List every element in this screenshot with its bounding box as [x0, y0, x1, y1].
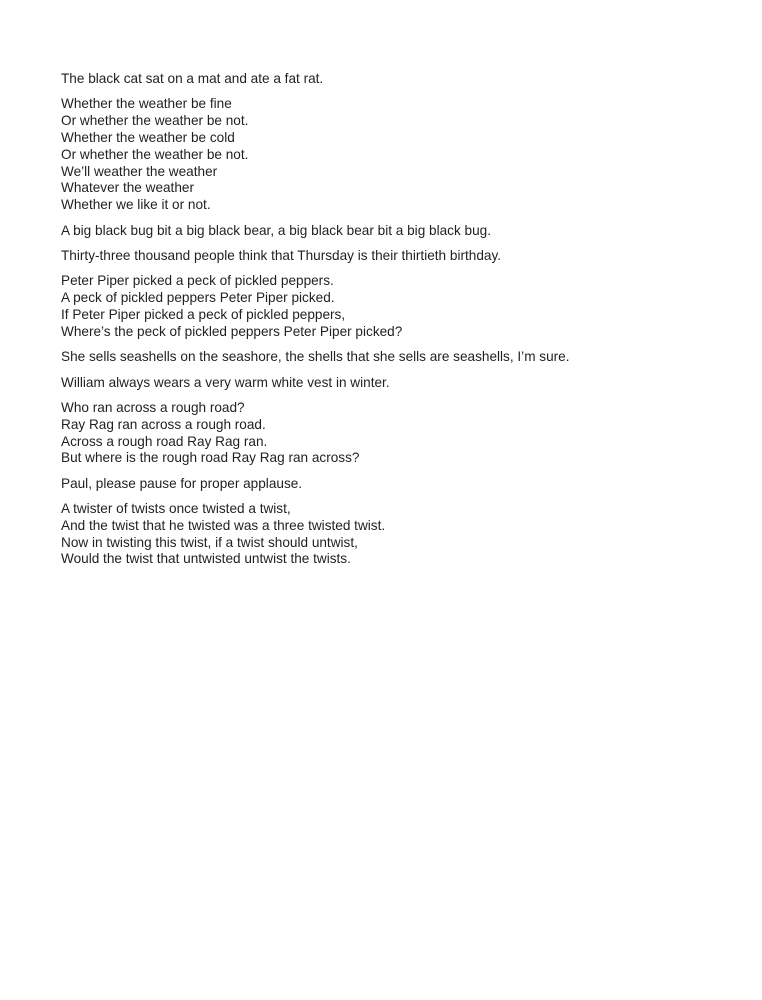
- paragraph-black-cat: [61, 71, 721, 88]
- text-line: Would the twist that untwisted untwist the twists.: [61, 551, 351, 567]
- text-line: William always wears a very warm white vest in winter.: [61, 374, 390, 390]
- text-line: A peck of pickled peppers Peter Piper picked.: [61, 290, 335, 306]
- text-line: Who ran across a rough road?: [61, 399, 245, 415]
- text-line: Or whether the weather be not.: [61, 146, 249, 162]
- text-line: Thirty-three thousand people think that Thursday is their thirtieth birthday.: [61, 247, 502, 263]
- paragraph-applause: [61, 476, 721, 493]
- paragraph-black-bug: [61, 223, 721, 240]
- text-line: Whatever the weather: [61, 180, 194, 196]
- paragraph-rough-road: [61, 400, 721, 467]
- text-line: If Peter Piper picked a peck of pickled peppers,: [61, 306, 346, 322]
- paragraph-william: [61, 375, 721, 392]
- text-line: The black cat sat on a mat and ate a fat rat.: [61, 71, 324, 86]
- text-line: A twister of twists once twisted a twist,: [61, 501, 291, 517]
- text-line: Across a rough road Ray Rag ran.: [61, 433, 268, 449]
- text-line: She sells seashells on the seashore, the shells that she sells are seashells, I’m sure.: [61, 349, 570, 365]
- paragraph-seashells: [61, 349, 721, 366]
- text-line: Where’s the peck of pickled peppers Peter Piper picked?: [61, 323, 403, 339]
- paragraph-thirty-three: [61, 248, 721, 265]
- text-line: Whether the weather be fine: [61, 96, 232, 112]
- text-line: Whether we like it or not.: [61, 197, 211, 213]
- text-line: We’ll weather the weather: [61, 163, 218, 179]
- text-line: Whether the weather be cold: [61, 129, 235, 145]
- text-line: Peter Piper picked a peck of pickled peppers.: [61, 273, 334, 289]
- text-line: Now in twisting this twist, if a twist should untwist,: [61, 534, 358, 550]
- text-line: But where is the rough road Ray Rag ran across?: [61, 450, 360, 466]
- text-line: Ray Rag ran across a rough road.: [61, 416, 266, 432]
- paragraph-peter-piper: [61, 273, 721, 340]
- paragraph-weather-poem: [61, 96, 721, 214]
- text-line: A big black bug bit a big black bear, a big black bear bit a big black bug.: [61, 222, 491, 238]
- text-line: Or whether the weather be not.: [61, 113, 249, 129]
- paragraph-twister: [61, 501, 721, 568]
- text-line: And the twist that he twisted was a three twisted twist.: [61, 517, 386, 533]
- text-line: Paul, please pause for proper applause.: [61, 475, 303, 491]
- document-page: [61, 71, 721, 577]
